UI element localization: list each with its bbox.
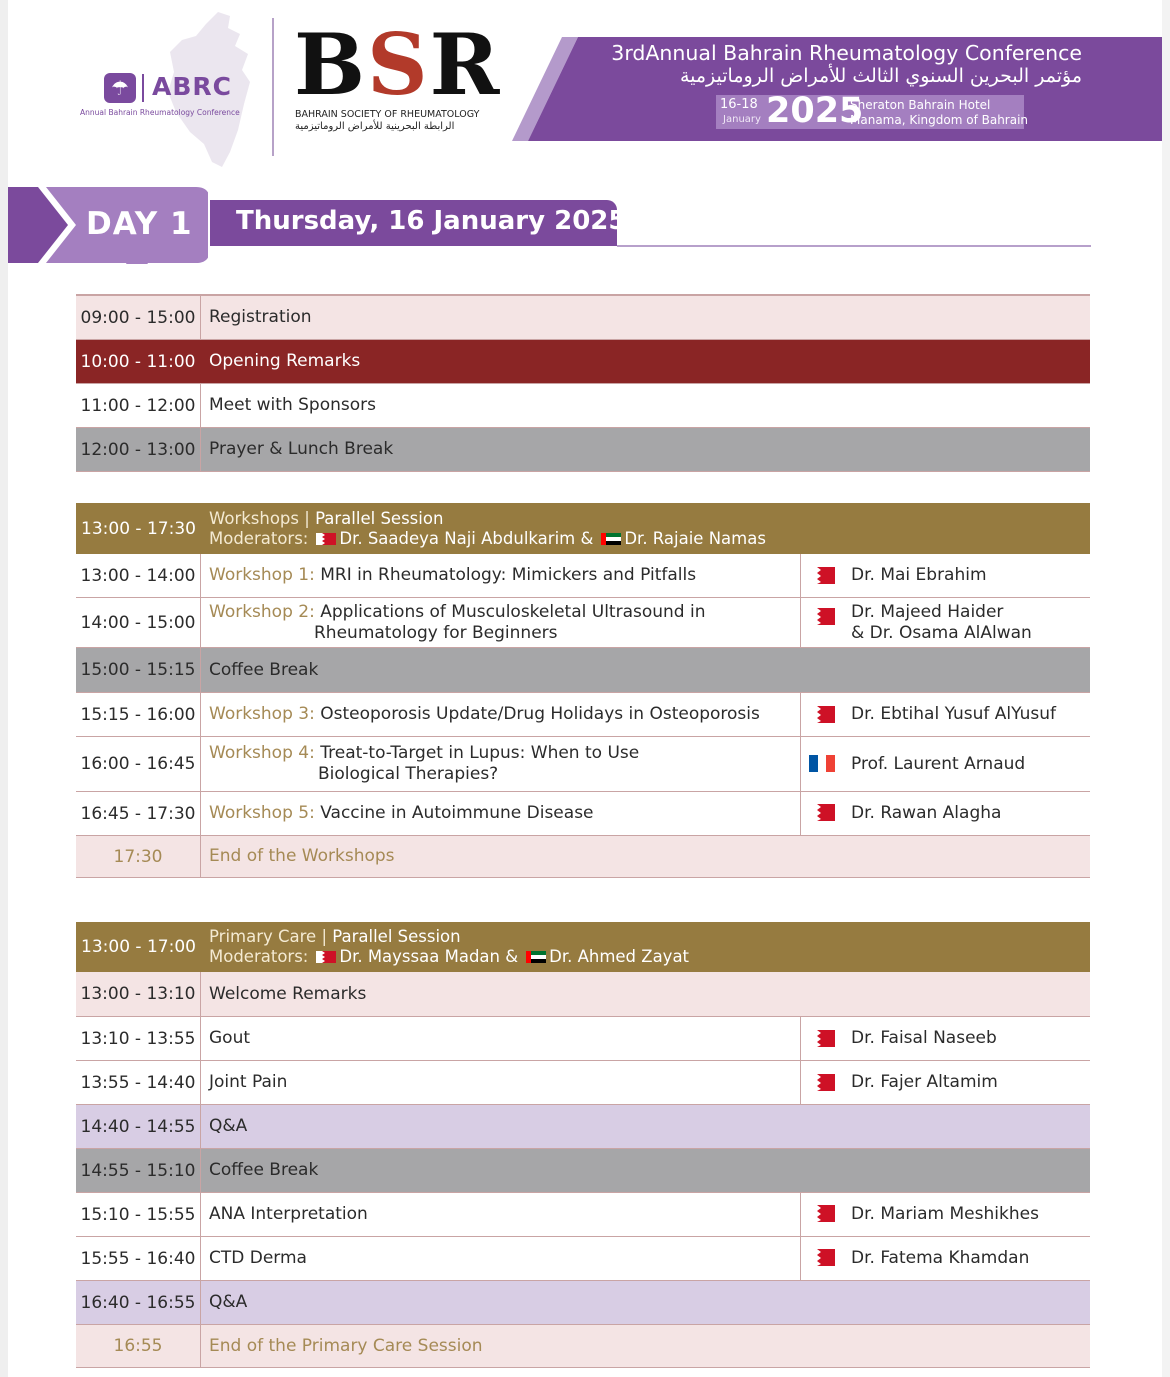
row-title <box>209 1017 799 1060</box>
row-title <box>209 1061 799 1104</box>
table-row <box>76 428 1090 472</box>
speaker-cell <box>800 598 1090 647</box>
speaker-name-text: Dr. Faisal Naseeb <box>851 1028 997 1048</box>
bahrain-flag-icon <box>809 1074 835 1091</box>
table-row <box>76 737 1090 792</box>
bahrain-flag-icon <box>809 1205 835 1222</box>
row-time: 15:55 - 16:40 <box>76 1237 201 1280</box>
session-type: Parallel Session <box>315 508 444 528</box>
workshop-number: Workshop 1: <box>209 565 315 585</box>
speaker-cell <box>800 554 1090 597</box>
page-edge-left <box>0 0 8 1377</box>
conference-banner <box>512 37 1162 141</box>
table-row <box>76 384 1090 428</box>
conference-date-month: January <box>723 114 761 125</box>
row-title <box>209 296 799 339</box>
session-header <box>76 503 1090 554</box>
speaker-name-text: Dr. Mariam Meshikhes <box>851 1204 1039 1224</box>
abrc-logo-divider <box>142 74 144 102</box>
workshop-number: Workshop 2: <box>209 601 315 622</box>
moderators-label: Moderators: <box>209 947 309 966</box>
speaker-name-text: Prof. Laurent Arnaud <box>851 753 1026 774</box>
row-title <box>209 1325 799 1367</box>
row-title-text: Q&A <box>209 1116 248 1136</box>
row-time: 12:00 - 13:00 <box>76 428 201 471</box>
bahrain-flag-icon <box>809 1249 835 1266</box>
row-title-text: Opening Remarks <box>209 351 361 371</box>
speaker-cell <box>800 792 1090 835</box>
speaker-name <box>851 1193 1039 1236</box>
table-row <box>76 1017 1090 1061</box>
speaker-cell <box>800 1017 1090 1060</box>
session-title-line <box>209 509 1079 529</box>
day-date: Thursday, 16 January 2025 <box>236 206 627 236</box>
table-row <box>76 1281 1090 1325</box>
uae-flag-icon <box>601 533 621 545</box>
speaker-cell <box>800 1193 1090 1236</box>
bsr-subtitle-arabic: الرابطة البحرينية للأمراض الروماتيزمية <box>295 121 455 132</box>
row-title <box>209 972 799 1016</box>
row-title <box>209 737 799 791</box>
row-time: 16:40 - 16:55 <box>76 1281 201 1324</box>
session-type: Parallel Session <box>332 927 461 946</box>
bahrain-flag-icon <box>809 1030 835 1047</box>
conference-title: 3rdAnnual Bahrain Rheumatology Conference <box>611 41 1082 65</box>
row-title-text-line2: Rheumatology for Beginners <box>314 622 558 643</box>
moderator-2: Dr. Ahmed Zayat <box>549 947 690 966</box>
row-title <box>209 554 799 597</box>
bahrain-flag-icon <box>809 804 835 821</box>
moderator-1: Dr. Saadeya Naji Abdulkarim & <box>339 528 594 548</box>
bahrain-flag-icon <box>809 608 835 625</box>
table-row <box>76 792 1090 836</box>
speaker-name-text: Dr. Majeed Haider <box>851 601 1004 622</box>
row-title <box>209 598 799 647</box>
session-time: 13:00 - 17:00 <box>81 937 196 957</box>
row-title-text: Q&A <box>209 1292 248 1312</box>
table-row <box>76 1193 1090 1237</box>
row-time: 13:00 - 13:10 <box>76 972 201 1016</box>
speaker-name-text: Dr. Fatema Khamdan <box>851 1248 1030 1268</box>
uae-flag-icon <box>526 951 546 963</box>
speaker-name <box>851 554 987 597</box>
row-title-text: ANA Interpretation <box>209 1204 368 1224</box>
bsr-subtitle: BAHRAIN SOCIETY OF RHEUMATOLOGY <box>295 109 480 120</box>
conference-title-arabic: مؤتمر البحرين السنوي الثالث للأمراض الروماتيزمية <box>679 65 1082 87</box>
speaker-name <box>851 1017 997 1060</box>
row-title-text: Vaccine in Autoimmune Disease <box>320 803 594 823</box>
row-time: 15:15 - 16:00 <box>76 693 201 736</box>
workshop-number: Workshop 5: <box>209 803 315 823</box>
abrc-logo <box>80 70 255 125</box>
row-title <box>209 648 799 692</box>
row-title-text: Meet with Sponsors <box>209 395 376 415</box>
row-title <box>209 1281 799 1324</box>
row-title-text: Prayer & Lunch Break <box>209 439 394 459</box>
row-title-text-line2: Biological Therapies? <box>318 764 499 784</box>
row-time: 13:00 - 14:00 <box>76 554 201 597</box>
table-row <box>76 296 1090 340</box>
table-row <box>76 1149 1090 1193</box>
bahrain-flag-icon <box>316 951 336 963</box>
table-row <box>76 836 1090 878</box>
row-time: 13:55 - 14:40 <box>76 1061 201 1104</box>
row-time: 13:10 - 13:55 <box>76 1017 201 1060</box>
row-title <box>209 693 799 736</box>
row-title-text: CTD Derma <box>209 1248 307 1268</box>
row-title <box>209 428 799 471</box>
venue-location: Manama, Kingdom of Bahrain <box>850 113 1029 127</box>
speaker-name <box>851 693 1056 736</box>
table-row <box>76 972 1090 1017</box>
table-row <box>76 598 1090 648</box>
session-info <box>209 922 1079 972</box>
conference-date-range: 16-18 <box>720 97 758 112</box>
speaker-name-text: Dr. Fajer Altamim <box>851 1072 998 1092</box>
bsr-logo <box>294 15 502 114</box>
row-time: 10:00 - 11:00 <box>76 340 201 383</box>
row-title-text: Coffee Break <box>209 1160 319 1180</box>
speaker-cell <box>800 1061 1090 1104</box>
venue-name: Sheraton Bahrain Hotel <box>850 98 991 112</box>
moderators-line <box>209 947 1079 967</box>
row-title-text: MRI in Rheumatology: Mimickers and Pitfalls <box>320 565 697 585</box>
row-title-text: Welcome Remarks <box>209 983 367 1004</box>
speaker-name <box>851 598 1032 647</box>
row-title <box>209 1105 799 1148</box>
logo-divider <box>272 18 274 156</box>
row-time: 15:10 - 15:55 <box>76 1193 201 1236</box>
session-info <box>209 503 1079 554</box>
bsr-letter-r: R <box>429 15 502 114</box>
row-title-text: End of the Primary Care Session <box>209 1335 483 1356</box>
row-title <box>209 1237 799 1280</box>
row-title <box>209 792 799 835</box>
row-title-text: Coffee Break <box>209 659 319 680</box>
speaker-name-text-line2: & Dr. Osama AlAlwan <box>851 622 1032 643</box>
row-title-text: Treat-to-Target in Lupus: When to Use <box>320 743 640 763</box>
speaker-name <box>851 792 1001 835</box>
workshop-number: Workshop 4: <box>209 743 315 763</box>
row-title-text: Registration <box>209 307 312 327</box>
table-row <box>76 1061 1090 1105</box>
abrc-logo-subtitle: Annual Bahrain Rheumatology Conference <box>80 108 240 117</box>
row-time: 15:00 - 15:15 <box>76 648 201 692</box>
row-time: 09:00 - 15:00 <box>76 296 201 339</box>
row-time: 14:55 - 15:10 <box>76 1149 201 1192</box>
bsr-letter-b: B <box>294 15 367 114</box>
abrc-logo-text: ABRC <box>152 72 233 101</box>
table-row <box>76 340 1090 384</box>
table-row <box>76 1237 1090 1281</box>
table-row <box>76 1325 1090 1368</box>
table-row <box>76 648 1090 693</box>
row-title <box>209 384 799 427</box>
france-flag-icon <box>809 755 835 772</box>
row-title <box>209 340 799 383</box>
row-time: 14:40 - 14:55 <box>76 1105 201 1148</box>
table-row <box>76 693 1090 737</box>
row-title-text: Gout <box>209 1028 251 1048</box>
session-header <box>76 922 1090 972</box>
row-title-text: Osteoporosis Update/Drug Holidays in Osteoporosis <box>320 704 760 724</box>
moderators-label: Moderators: <box>209 528 309 548</box>
moderator-1: Dr. Mayssaa Madan & <box>339 947 519 966</box>
row-time: 17:30 <box>76 836 201 877</box>
speaker-name-text: Dr. Mai Ebrahim <box>851 565 987 585</box>
bsr-letter-s: S <box>367 15 430 114</box>
day-label: DAY 1 <box>86 206 193 242</box>
speaker-name <box>851 1061 998 1104</box>
speaker-name-text: Dr. Ebtihal Yusuf AlYusuf <box>851 704 1056 724</box>
row-title <box>209 1193 799 1236</box>
bahrain-flag-icon <box>316 533 336 545</box>
row-title-text: Applications of Musculoskeletal Ultrasound in <box>320 601 706 622</box>
row-time: 11:00 - 12:00 <box>76 384 201 427</box>
speaker-name-text: Dr. Rawan Alagha <box>851 803 1002 823</box>
day-date-underline <box>617 245 1091 247</box>
row-time: 16:55 <box>76 1325 201 1367</box>
speaker-cell <box>800 737 1090 791</box>
session-time: 13:00 - 17:30 <box>81 518 196 539</box>
workshop-number: Workshop 3: <box>209 704 315 724</box>
row-title-text: End of the Workshops <box>209 846 395 866</box>
bahrain-flag-icon <box>809 567 835 584</box>
page-header <box>0 0 1170 185</box>
session-label: Workshops <box>209 508 300 528</box>
row-title <box>209 1149 799 1192</box>
session-separator: | <box>304 508 310 528</box>
table-row <box>76 554 1090 598</box>
session-separator: | <box>321 927 328 946</box>
row-title-text: Joint Pain <box>209 1072 288 1092</box>
page-edge-right <box>1162 0 1170 1377</box>
session-title-line <box>209 927 1079 947</box>
speaker-name <box>851 737 1025 791</box>
row-time: 14:00 - 15:00 <box>76 598 201 647</box>
row-time: 16:45 - 17:30 <box>76 792 201 835</box>
table-row <box>76 1105 1090 1149</box>
moderator-2: Dr. Rajaie Namas <box>624 528 766 548</box>
moderators-line <box>209 529 1079 549</box>
speaker-name <box>851 1237 1029 1280</box>
row-time: 16:00 - 16:45 <box>76 737 201 791</box>
speaker-cell <box>800 1237 1090 1280</box>
speaker-cell <box>800 693 1090 736</box>
conference-year: 2025 <box>766 91 864 131</box>
abrc-logo-icon: ☂ <box>104 73 136 103</box>
bahrain-flag-icon <box>809 706 835 723</box>
session-label: Primary Care <box>209 927 317 946</box>
row-title <box>209 836 799 877</box>
